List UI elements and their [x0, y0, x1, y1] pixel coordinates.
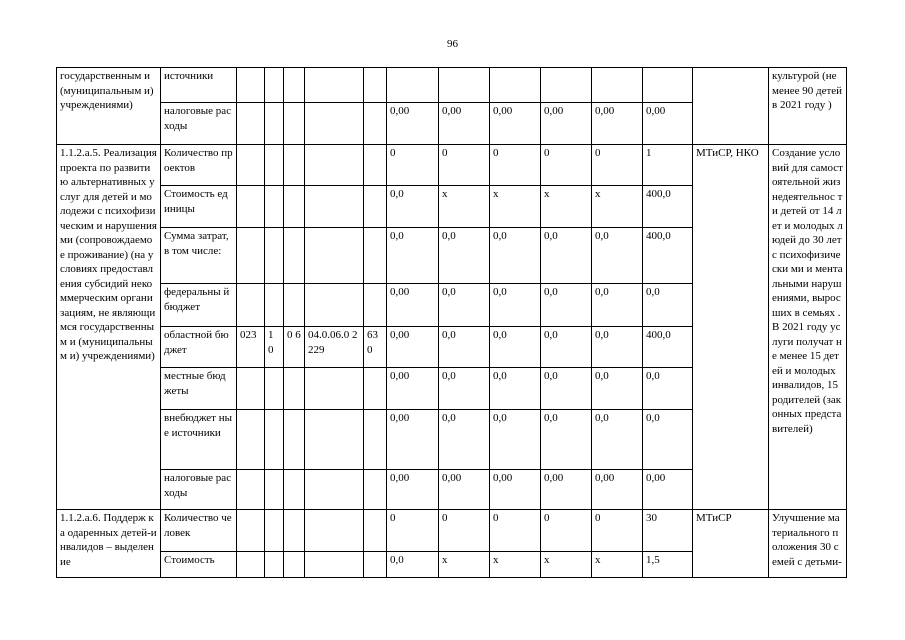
value-cell: 0,00 — [592, 470, 643, 510]
value-cell: 0,0 — [439, 368, 490, 410]
page-number: 96 — [447, 38, 458, 50]
value-cell: 0,0 — [643, 410, 693, 470]
value-cell: 0,0 — [643, 284, 693, 327]
value-cell: 0,00 — [643, 103, 693, 145]
value-cell: 0,00 — [387, 327, 439, 368]
value-cell: 0,00 — [643, 470, 693, 510]
indicator-label: налоговые расходы — [161, 103, 237, 145]
value-cell: х — [439, 552, 490, 578]
value-cell: 0,0 — [592, 228, 643, 284]
indicator-label: Стоимость единицы — [161, 186, 237, 228]
value-cell: 0 — [439, 145, 490, 186]
program-table — [56, 67, 847, 578]
value-cell: 0,00 — [490, 103, 541, 145]
value-cell: 0,0 — [541, 368, 592, 410]
value-cell: х — [490, 186, 541, 228]
result-cell: культурой (не менее 90 детей в 2021 году ) — [769, 68, 847, 145]
activity-name-cell: 1.1.2.а.5. Реализация проекта по развитию альтернативных услуг для детей и молодежи с психофизическим и нарушениями (сопровождаемое проживание) (на условиях предоставления субсидий некоммерческим организациям, не являющимся государственным и (муниципальным и) учреждениями) — [57, 145, 161, 510]
value-cell: 0,00 — [541, 103, 592, 145]
indicator-label: налоговые расходы — [161, 470, 237, 510]
indicator-label: источники — [161, 68, 237, 103]
code-cell: 04.0.06.0 2229 — [305, 327, 364, 368]
value-cell: 0,0 — [541, 228, 592, 284]
value-cell: х — [592, 552, 643, 578]
value-cell: 0,00 — [387, 368, 439, 410]
value-cell: 400,0 — [643, 186, 693, 228]
indicator-label: Стоимость — [161, 552, 237, 578]
value-cell: 0,00 — [592, 103, 643, 145]
table-row — [57, 68, 847, 103]
value-cell: 0,0 — [490, 368, 541, 410]
table-row — [57, 145, 847, 186]
value-cell: 0 — [592, 510, 643, 552]
code-cell: 1 0 — [265, 327, 284, 368]
executor-cell — [693, 68, 769, 145]
value-cell: 0,0 — [490, 410, 541, 470]
value-cell: х — [439, 186, 490, 228]
value-cell: 0,0 — [439, 410, 490, 470]
indicator-label: местные бюджеты — [161, 368, 237, 410]
value-cell: 0 — [541, 145, 592, 186]
value-cell: х — [490, 552, 541, 578]
value-cell: 0 — [387, 510, 439, 552]
indicator-label: внебюджет ные источники — [161, 410, 237, 470]
value-cell: 0,0 — [643, 368, 693, 410]
value-cell: х — [541, 186, 592, 228]
value-cell: 0,0 — [541, 327, 592, 368]
value-cell: 0,00 — [490, 470, 541, 510]
value-cell: х — [592, 186, 643, 228]
indicator-label: федеральны й бюджет — [161, 284, 237, 327]
table-row — [57, 510, 847, 552]
value-cell: 0,0 — [387, 552, 439, 578]
value-cell: 0,0 — [592, 327, 643, 368]
value-cell: 0,00 — [387, 470, 439, 510]
value-cell: 0,00 — [387, 284, 439, 327]
value-cell: 0,0 — [592, 410, 643, 470]
indicator-label: Количество человек — [161, 510, 237, 552]
activity-name-cell: государственным и (муниципальным и) учреждениями) — [57, 68, 161, 145]
code-cell: 023 — [237, 327, 265, 368]
value-cell: х — [541, 552, 592, 578]
value-cell: 0,0 — [387, 186, 439, 228]
code-cell: 63 0 — [364, 327, 387, 368]
executor-cell: МТиСР — [693, 510, 769, 578]
value-cell: 0,00 — [541, 470, 592, 510]
value-cell: 0,00 — [387, 103, 439, 145]
value-cell: 0,00 — [439, 470, 490, 510]
value-cell: 30 — [643, 510, 693, 552]
value-cell: 0 — [541, 510, 592, 552]
activity-name-cell: 1.1.2.а.6. Поддерж ка одаренных детей-инвалидов – выделение — [57, 510, 161, 578]
value-cell: 0 — [439, 510, 490, 552]
value-cell: 0,0 — [387, 228, 439, 284]
executor-cell: МТиСР, НКО — [693, 145, 769, 510]
value-cell: 0 — [490, 145, 541, 186]
value-cell: 0,0 — [439, 327, 490, 368]
value-cell: 1 — [643, 145, 693, 186]
value-cell: 0,0 — [490, 228, 541, 284]
indicator-label: Сумма затрат, в том числе: — [161, 228, 237, 284]
value-cell: 0,0 — [541, 284, 592, 327]
indicator-label: областной бюджет — [161, 327, 237, 368]
value-cell: 0,0 — [439, 228, 490, 284]
value-cell: 0,0 — [592, 368, 643, 410]
value-cell: 0 — [387, 145, 439, 186]
value-cell: 0,0 — [439, 284, 490, 327]
result-cell: Улучшение материального положения 30 семей с детьми- — [769, 510, 847, 578]
value-cell: 400,0 — [643, 228, 693, 284]
indicator-label: Количество проектов — [161, 145, 237, 186]
value-cell: 1,5 — [643, 552, 693, 578]
value-cell: 0,0 — [490, 327, 541, 368]
value-cell: 0,0 — [490, 284, 541, 327]
value-cell: 400,0 — [643, 327, 693, 368]
value-cell: 0 — [592, 145, 643, 186]
result-cell: Создание условий для самостоятельнoй жизнедеятельнос ти детей от 14 лет и молодых людей до 30 лет с психофизически ми и ментальными нарушениями, выросших в семьях . В 2021 году услуги получат не менее 15 детей и молодых инвалидов, 15 родителей (законных представителей) — [769, 145, 847, 510]
value-cell: 0,00 — [439, 103, 490, 145]
code-cell: 0 6 — [284, 327, 305, 368]
value-cell: 0,0 — [541, 410, 592, 470]
value-cell: 0,0 — [592, 284, 643, 327]
value-cell: 0 — [490, 510, 541, 552]
value-cell: 0,00 — [387, 410, 439, 470]
